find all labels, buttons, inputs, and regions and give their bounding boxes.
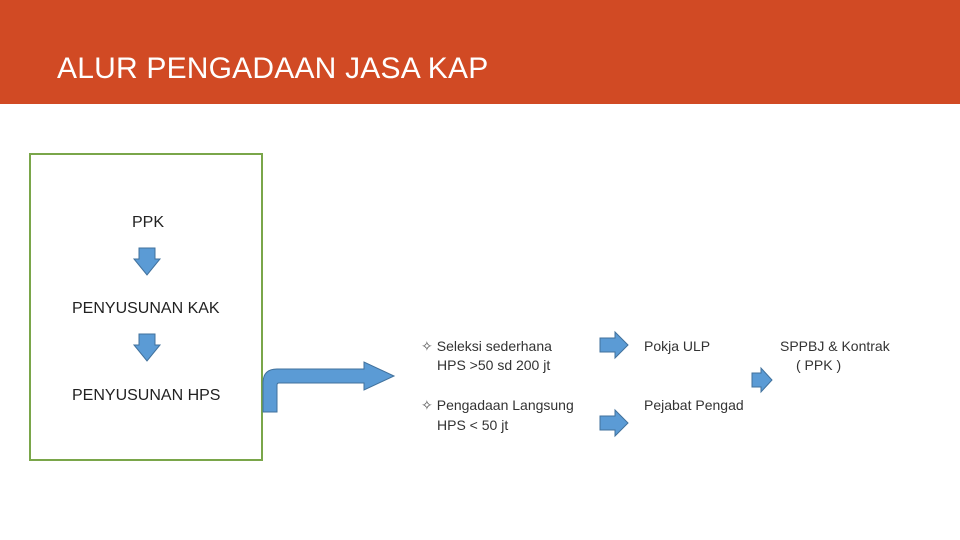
step-ppk: PPK	[132, 214, 165, 231]
option-2-method	[421, 396, 574, 415]
page-title: ALUR PENGADAAN JASA KAP	[57, 52, 489, 85]
option-1-method	[421, 337, 552, 356]
down-arrow-icon-1	[133, 247, 161, 277]
result-line-1: SPPBJ & Kontrak	[780, 338, 890, 354]
diamond-bullet-icon: ✧	[421, 397, 433, 413]
bent-arrow-icon	[262, 361, 396, 413]
option-2-method-text: Pengadaan Langsung	[436, 397, 574, 413]
right-arrow-icon-1	[599, 331, 629, 359]
right-arrow-icon-small	[751, 367, 773, 393]
step-kak: PENYUSUNAN KAK	[72, 300, 220, 317]
down-arrow-icon-2	[133, 333, 161, 363]
diamond-bullet-icon: ✧	[421, 338, 433, 354]
right-arrow-icon-2	[599, 409, 629, 437]
result-line-2: ( PPK )	[796, 357, 842, 373]
option-2-threshold: HPS < 50 jt	[437, 417, 509, 433]
option-1-method-text: Seleksi sederhana	[436, 338, 552, 354]
option-2-handler: Pejabat Pengad	[644, 397, 744, 413]
option-1-threshold: HPS >50 sd 200 jt	[437, 357, 551, 373]
header-bar	[0, 0, 960, 104]
step-hps: PENYUSUNAN HPS	[72, 387, 221, 404]
option-1-handler: Pokja ULP	[644, 338, 711, 354]
